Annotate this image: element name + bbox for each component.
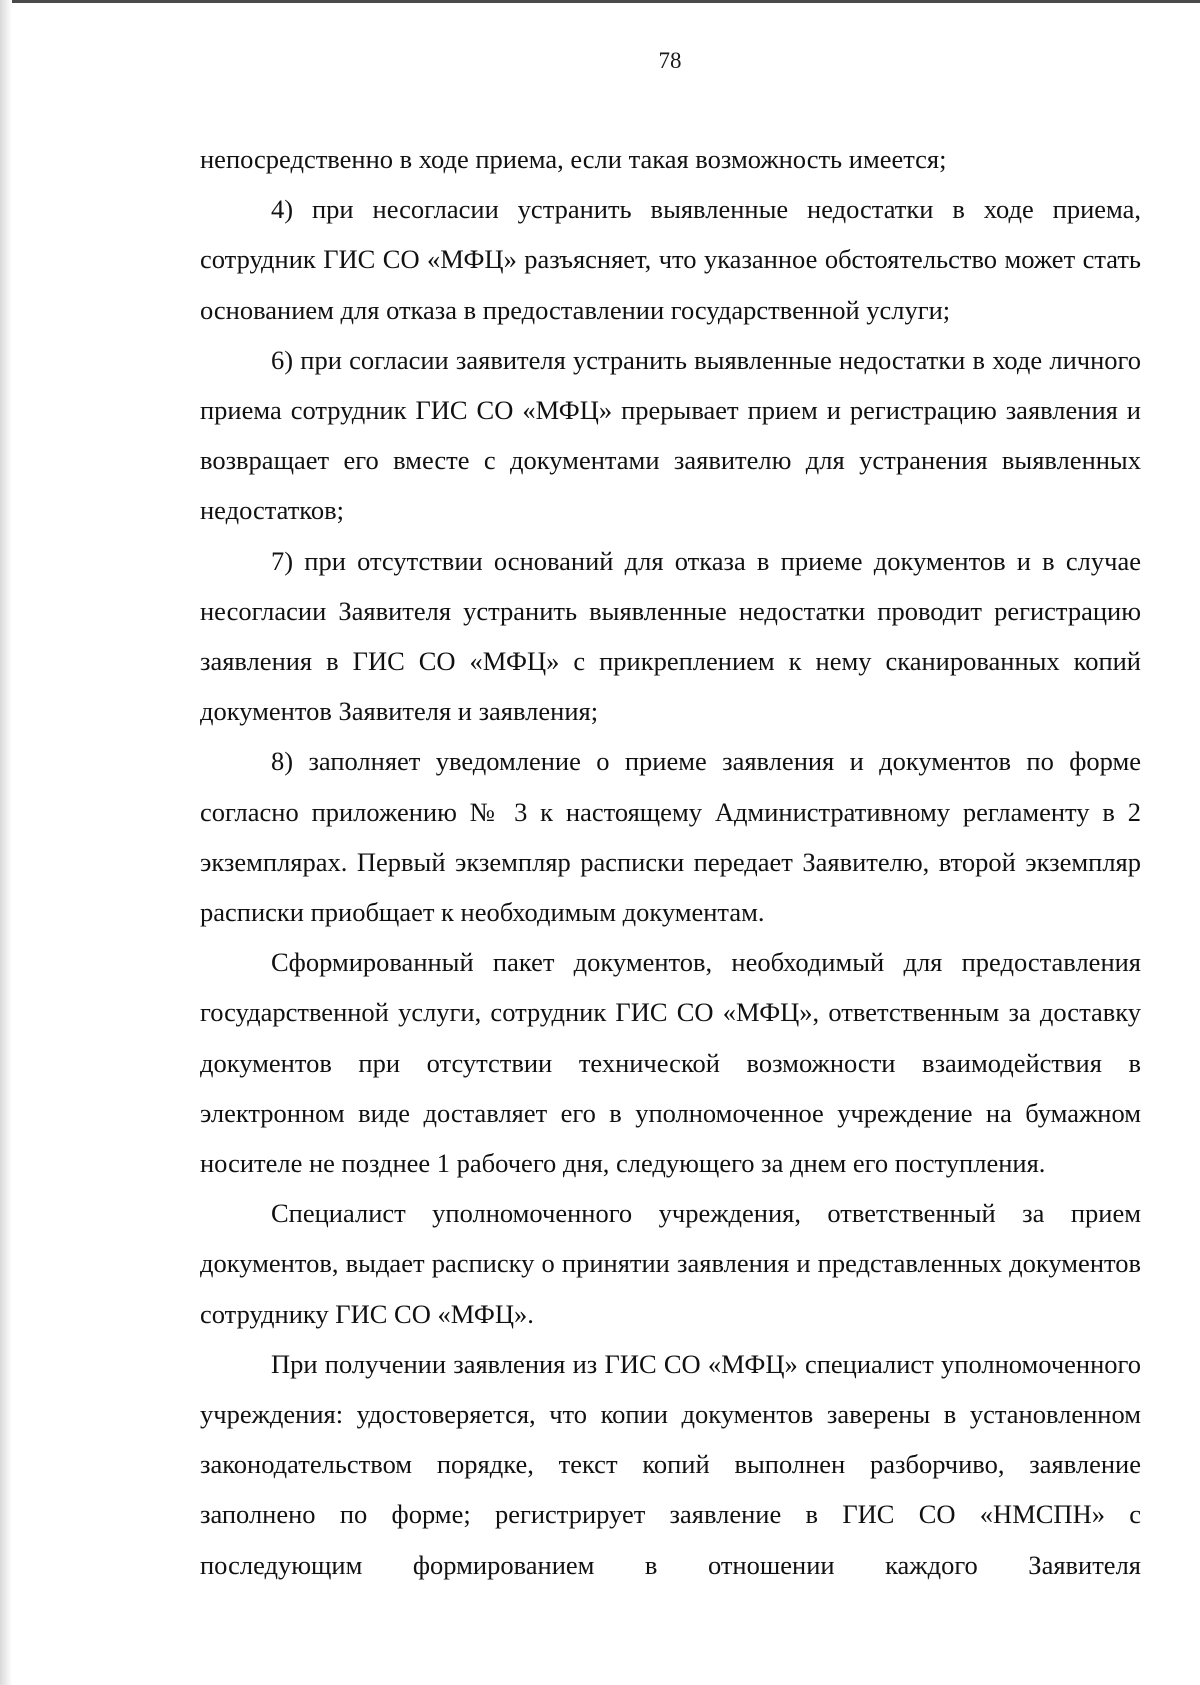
paragraph-item-4: 4) при несогласии устранить выявленные недостатки в ходе приема, сотрудник ГИС СО «МФЦ» разъясняет, что указанное обстоятельство может стать основанием для отказа в предоставлении государственной услуги; — [200, 194, 1141, 325]
paragraph-application-received: При получении заявления из ГИС СО «МФЦ» специалист уполномоченного учреждения: удостоверяется, что копии документов заверены в установленном законодательством порядке, текст копий выполнен разборчиво, заявление заполнено по форме; регистрирует заявление в ГИС СО «НМСПН» с последующим формированием в отношении каждого Заявителя — [200, 1348, 1141, 1580]
paragraph-item-7: 7) при отсутствии оснований для отказа в приеме документов и в случае несогласии Заявителя устранить выявленные недостатки проводит регистрацию заявления в ГИС СО «МФЦ» с прикреплением к нему сканированных копий документов Заявителя и заявления; — [200, 545, 1141, 727]
scan-left-edge — [0, 0, 12, 1685]
page-number: 78 — [658, 48, 682, 73]
paragraph-item-8: 8) заполняет уведомление о приеме заявления и документов по форме согласно приложению № 3 к настоящему Административному регламенту в 2 экземплярах. Первый экземпляр расписки передает Заявителю, второй экземпляр расписки приобщает к необходимым документам. — [200, 746, 1141, 928]
document-body — [200, 134, 1141, 1590]
paragraph-document-package: Сформированный пакет документов, необходимый для предоставления государственной услуги, сотрудник ГИС СО «МФЦ», ответственным за доставку документов при отсутствии технической возможности взаимодействия в электронном виде доставляет его в уполномоченное учреждение на бумажном носителе не позднее 1 рабочего дня, следующего за днем его поступления. — [200, 947, 1141, 1179]
scan-top-edge — [0, 0, 1200, 3]
paragraph-item-6: 6) при согласии заявителя устранить выявленные недостатки в ходе личного приема сотрудник ГИС СО «МФЦ» прерывает прием и регистрацию заявления и возвращает его вместе с документами заявителю для устранения выявленных недостатков; — [200, 344, 1141, 526]
paragraph-specialist-receipt: Специалист уполномоченного учреждения, ответственный за прием документов, выдает расписку о принятии заявления и представленных документов сотруднику ГИС СО «МФЦ». — [200, 1198, 1141, 1329]
paragraph-continuation: непосредственно в ходе приема, если такая возможность имеется; — [200, 144, 947, 174]
